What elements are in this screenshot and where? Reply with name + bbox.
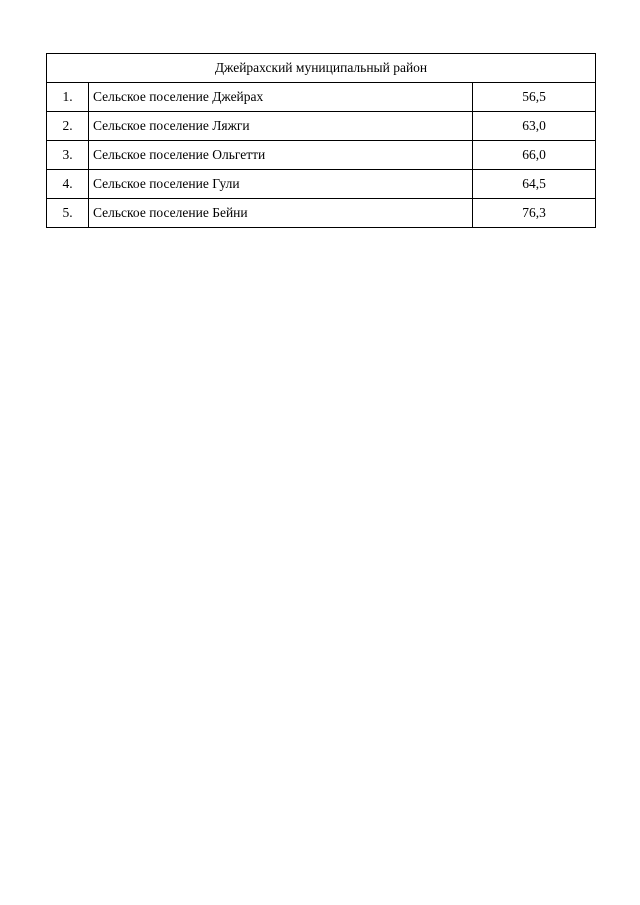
table-row <box>47 170 596 199</box>
settlement-value: 76,3 <box>473 199 596 228</box>
settlement-name: Сельское поселение Бейни <box>89 199 473 228</box>
settlement-value: 56,5 <box>473 83 596 112</box>
table-row <box>47 83 596 112</box>
table-row <box>47 141 596 170</box>
settlement-value: 63,0 <box>473 112 596 141</box>
settlement-value: 64,5 <box>473 170 596 199</box>
settlement-name: Сельское поселение Ольгетти <box>89 141 473 170</box>
settlement-name: Сельское поселение Гули <box>89 170 473 199</box>
district-title: Джейрахский муниципальный район <box>47 54 596 83</box>
row-number: 4. <box>47 170 89 199</box>
table-row <box>47 112 596 141</box>
row-number: 3. <box>47 141 89 170</box>
settlement-value: 66,0 <box>473 141 596 170</box>
table-row <box>47 199 596 228</box>
district-table <box>46 53 596 228</box>
settlement-name: Сельское поселение Джейрах <box>89 83 473 112</box>
table-header-row <box>47 54 596 83</box>
row-number: 2. <box>47 112 89 141</box>
settlement-name: Сельское поселение Ляжги <box>89 112 473 141</box>
row-number: 5. <box>47 199 89 228</box>
row-number: 1. <box>47 83 89 112</box>
